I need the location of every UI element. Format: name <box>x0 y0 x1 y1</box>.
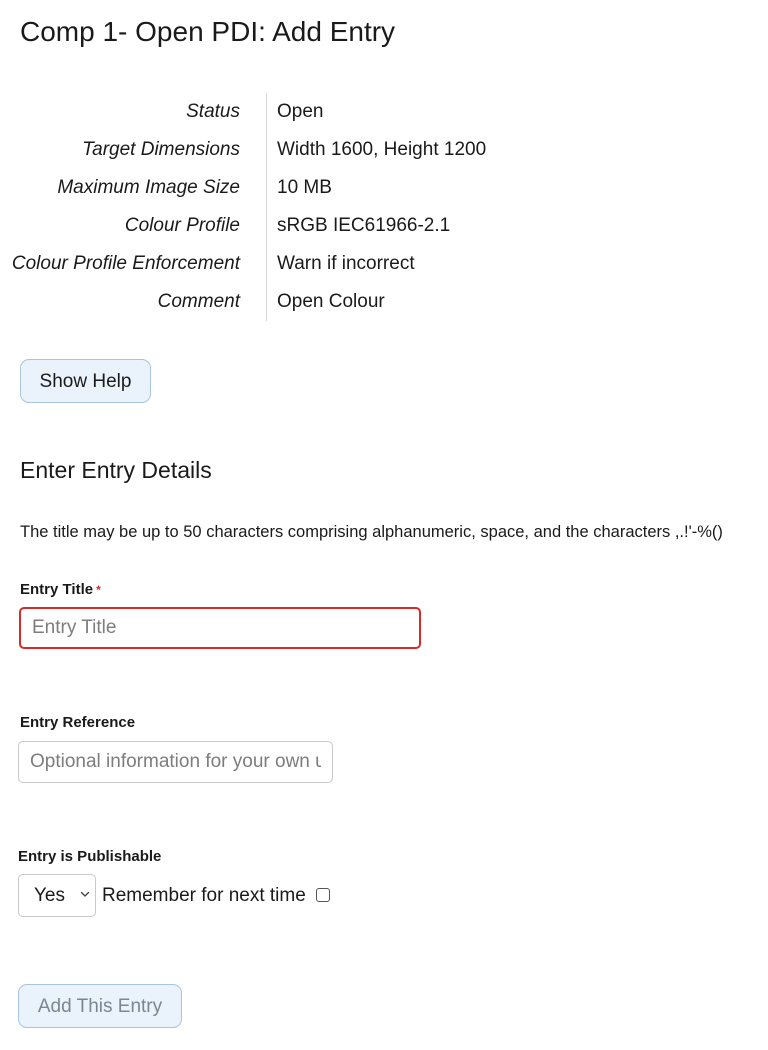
add-entry-button[interactable]: Add This Entry <box>18 984 182 1028</box>
info-label: Colour Profile <box>124 215 240 236</box>
show-help-button[interactable]: Show Help <box>20 359 151 403</box>
info-label: Maximum Image Size <box>57 177 240 198</box>
info-row-maximum-image-size <box>0 169 760 207</box>
info-divider <box>266 93 267 321</box>
info-value: 10 MB <box>277 177 332 198</box>
remember-checkbox[interactable] <box>316 888 330 902</box>
section-heading: Enter Entry Details <box>20 457 212 483</box>
info-label: Status <box>186 101 240 122</box>
info-label: Comment <box>157 291 240 312</box>
entry-reference-label: Entry Reference <box>20 714 136 731</box>
page-title: Comp 1- Open PDI: Add Entry <box>20 16 396 47</box>
entry-info-table <box>0 93 760 321</box>
entry-title-label <box>20 580 101 600</box>
info-value: Open <box>277 101 324 122</box>
info-value: Open Colour <box>277 291 385 312</box>
entry-title-input[interactable] <box>19 607 421 649</box>
entry-reference-input[interactable] <box>18 741 333 783</box>
info-row-status <box>0 93 760 131</box>
info-label: Colour Profile Enforcement <box>11 253 240 274</box>
info-label: Target Dimensions <box>82 139 240 160</box>
info-row-colour-profile <box>0 207 760 245</box>
remember-label: Remember for next time <box>102 885 306 906</box>
info-value: Width 1600, Height 1200 <box>277 139 487 160</box>
info-row-comment <box>0 283 760 321</box>
entry-title-label-text: Entry Title <box>20 581 94 598</box>
info-row-target-dimensions <box>0 131 760 169</box>
info-value: Warn if incorrect <box>277 253 415 274</box>
entry-publishable-label: Entry is Publishable <box>18 848 162 865</box>
info-row-colour-profile-enforcement <box>0 245 760 283</box>
chevron-down-icon <box>80 889 90 899</box>
title-rules-text: The title may be up to 50 characters comprising alphanumeric, space, and the characters ,.!'-%() <box>20 523 723 541</box>
info-value: sRGB IEC61966-2.1 <box>277 215 451 236</box>
required-marker: * <box>96 583 101 597</box>
publishable-select[interactable] <box>18 874 96 917</box>
publishable-select-value: Yes <box>34 885 65 906</box>
